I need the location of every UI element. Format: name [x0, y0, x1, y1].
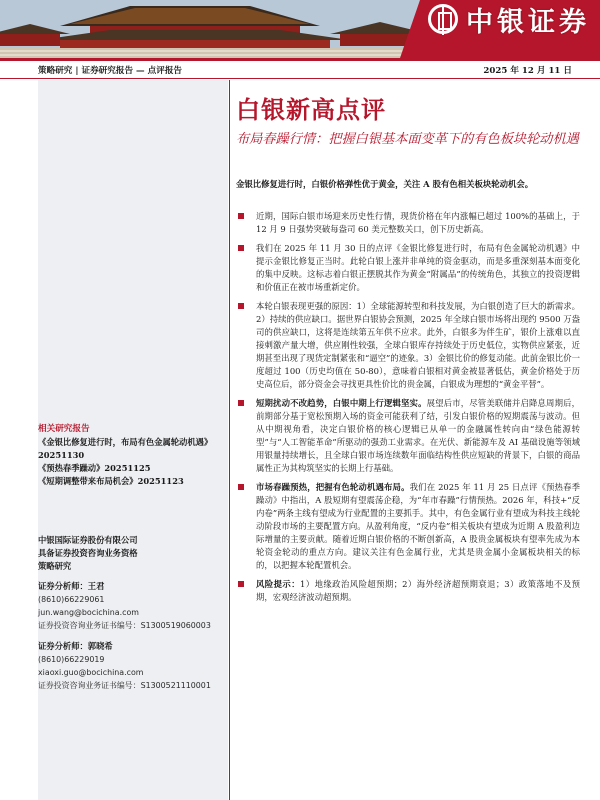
bullet-lead: 风险提示： [256, 579, 301, 589]
related-report-item[interactable]: 《金银比修复进行时，布局有色金属轮动机遇》20251130 [38, 437, 213, 460]
page-title: 白银新高点评 [236, 95, 386, 124]
company-name: 中银证券 [466, 6, 590, 38]
lead-summary: 金银比修复进行时，白银价格弹性优于黄金，关注 A 股有色相关板块轮动机会。 [236, 179, 534, 189]
related-reports [38, 423, 228, 488]
related-report-item[interactable]: 《预热春季躁动》20251125 [38, 463, 151, 473]
report-category: 策略研究 | 证券研究报告 — 点评报告 [38, 66, 183, 76]
main-content [236, 80, 580, 800]
organization-info [38, 534, 228, 573]
bullet-text: 本轮白银表现更强的原因：1）全球能源转型和科技发展，为白银创造了巨大的新需求。2）持续的供应缺口。据世界白银协会预测，2025 年全球白银市场将出现约 9500 万盎司的供应缺口，这将是连续第五年供不应求。此外，白银多为伴生矿，银价上涨难以直接刺激产量大增，供应刚性较强，全球白银库存持续处于历史低位，实物供应紧张，近期甚至出现了现货定制紧张和“逼空”的迹象。3）金银比价的修复动能。此前金银比价一度超过 100（历史均值在 50-80），意味着白银相对黄金被显著低估，黄金价格处于历史高位后，部分资金会寻找更具性价比的贵金属，白银成为理想的“黄金平替”。 [256, 301, 580, 389]
bullet-text: 展望后市，尽管美联储并启降息周期后，前期部分基于宽松预期入场的资金可能获利了结，引发白银价格的短期震荡与波动。但从中期视角看，决定白银价格的核心逻辑已从单一的金融属性转向由“绿色能源转型”与“人工智能革命”所驱动的强劲工业需求。在光伏、新能源车及 AI 基础设施等领域用银量持续增长，且全球白银市场连续数年面临结构性供应短缺的背景下，白银的商品属性正为其构筑坚实的长期上行基础。 [256, 398, 581, 473]
bullet-item [236, 242, 580, 294]
bullet-lead: 短期扰动不改趋势，白银中期上行逻辑坚实。 [256, 398, 427, 408]
bank-logo-icon [428, 4, 458, 34]
department-name: 策略研究 [38, 561, 72, 571]
square-bullet-icon [238, 581, 244, 587]
analyst-phone: (8610)66229019 [38, 655, 105, 664]
organization-qualification: 具备证券投资咨询业务资格 [38, 548, 138, 558]
bullet-item [236, 578, 580, 604]
bullet-item [236, 300, 580, 391]
square-bullet-icon [238, 245, 244, 251]
bullet-item [236, 397, 580, 475]
bullet-lead: 市场春躁预热，把握有色轮动机遇布局。 [256, 482, 410, 492]
square-bullet-icon [238, 484, 244, 490]
bullet-text: 近期，国际白银市场迎来历史性行情，现货价格在年内涨幅已超过 100%的基础上，于 12 月 9 日强势突破每盎司 60 美元整数关口，创下历史新高。 [256, 211, 580, 234]
square-bullet-icon [238, 213, 244, 219]
analyst-email[interactable]: xiaoxi.guo@bocichina.com [38, 668, 144, 677]
report-header-bar [0, 61, 600, 79]
analyst-heading: 证券分析师：王君 [38, 581, 105, 591]
organization-name: 中银国际证券股份有限公司 [38, 535, 138, 545]
bullet-item [236, 210, 580, 236]
analyst-cert: 证券投资咨询业务证书编号：S1300519060003 [38, 621, 211, 630]
square-bullet-icon [238, 400, 244, 406]
bullet-list [236, 210, 580, 604]
column-divider [229, 80, 230, 800]
analyst-2 [38, 640, 228, 692]
square-bullet-icon [238, 303, 244, 309]
bullet-text: 1）地缘政治风险超预期；2）海外经济超预期衰退；3）政策落地不及预期，宏观经济波动超预期。 [256, 579, 581, 602]
company-logo [428, 2, 590, 36]
sidebar [38, 80, 228, 800]
bullet-text: 我们在 2025 年 11 月 25 日点评《预热春季躁动》中指出，A 股短期有望震荡企稳，为“年市春躁”行情预热。2026 年，科技+“反内卷”两条主线有望成为行业配置的主要抓手。其中，有色金属行业有望成为科技主线轮动阶段市场的主要配置方向。从盈利角度，“反内卷”相关板块有望成为近期 A 股盈利边际增量的主要贡献。随着近期白银价格的不断创新高，A 股贵金属板块有望率先成为本轮资金轮动的重点方向。建议关注有色金属行业，尤其是贵金属小金属板块相关的标的，以把握本轮配置机会。 [256, 482, 580, 570]
analyst-heading: 证券分析师：郭晓希 [38, 641, 113, 651]
analyst-email[interactable]: jun.wang@bocichina.com [38, 608, 139, 617]
related-report-item[interactable]: 《短期调整带来布局机会》20251123 [38, 476, 184, 486]
analyst-phone: (8610)66229061 [38, 595, 105, 604]
report-date: 2025 年 12 月 11 日 [483, 66, 572, 76]
analyst-1 [38, 580, 228, 632]
page-subtitle: 布局春躁行情：把握白银基本面变革下的有色板块轮动机遇 [236, 132, 579, 147]
bullet-item [236, 481, 580, 572]
analyst-cert: 证券投资咨询业务证书编号：S1300521110001 [38, 681, 211, 690]
bullet-text: 我们在 2025 年 11 月 30 日的点评《金银比修复进行时，布局有色金属轮动机遇》中提示金银比修复正当时。此轮白银上涨并非单纯的资金驱动，而是多重深刻基本面变化的集中反映。这标志着白银正摆脱其作为黄金“附属品”的传统角色，其独立的投资逻辑和价值正在被市场重新定价。 [256, 243, 580, 292]
header-banner [0, 0, 600, 58]
related-reports-title: 相关研究报告 [38, 424, 90, 434]
